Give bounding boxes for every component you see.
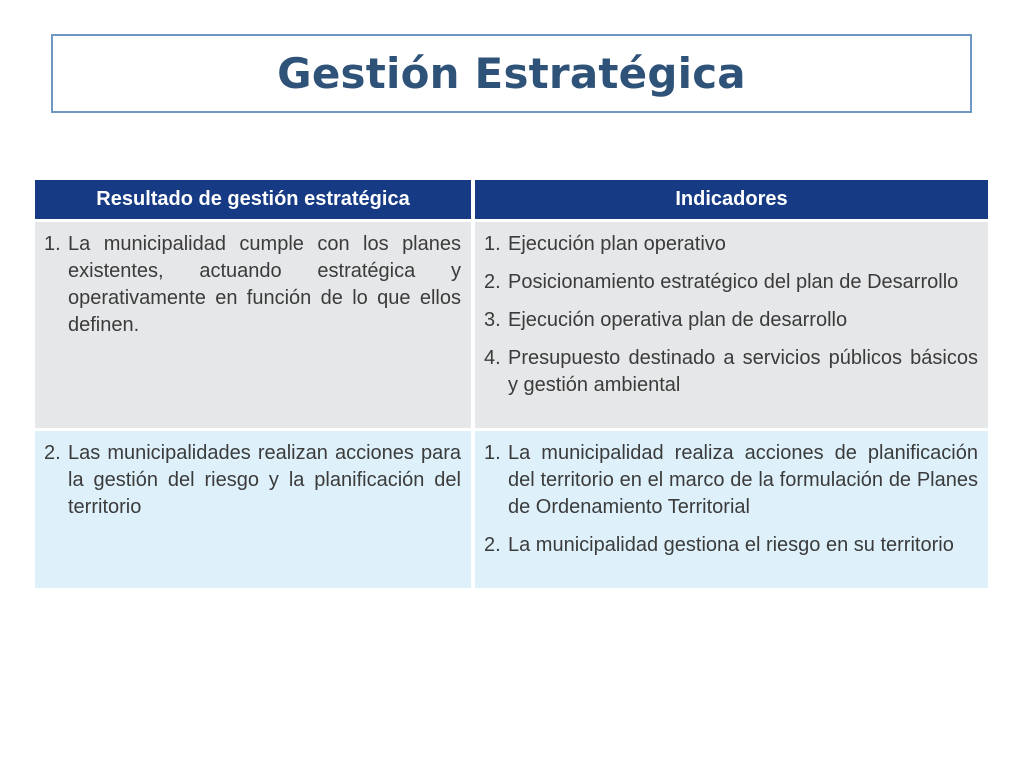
slide-title: Gestión Estratégica [277,49,746,98]
indicator-number: 1. [484,442,501,464]
result-text: La municipalidad cumple con los planes existentes, actuando estratégica y operativamente en función de lo que ellos definen. [68,233,461,336]
indicator-number: 4. [484,347,501,369]
result-text: Las municipalidades realizan acciones para la gestión del riesgo y la planificación del territorio [68,442,461,518]
indicator-number: 2. [484,534,501,556]
indicator-item [484,231,978,258]
indicator-text: Ejecución operativa plan de desarrollo [508,309,848,331]
result-number: 2. [44,442,61,464]
result-number: 1. [44,233,61,255]
strategy-table [35,180,988,588]
title-box [51,34,972,113]
result-cell [35,431,471,588]
table-header-row [35,180,988,219]
indicator-item [484,440,978,521]
indicator-text: La municipalidad realiza acciones de planificación del territorio en el marco de la formulación de Planes de Ordenamiento Territorial [508,442,978,518]
table-row [35,222,988,428]
table-row [35,431,988,588]
indicator-item [484,532,978,559]
indicators-cell [475,431,988,588]
result-item [44,440,461,521]
header-indicators: Indicadores [475,180,988,219]
indicator-number: 2. [484,271,501,293]
indicator-text: Posicionamiento estratégico del plan de Desarrollo [508,271,959,293]
indicator-text: Ejecución plan operativo [508,233,726,255]
indicators-cell [475,222,988,428]
indicator-number: 1. [484,233,501,255]
indicator-text: Presupuesto destinado a servicios públicos básicos y gestión ambiental [508,347,978,396]
indicator-item [484,269,978,296]
indicator-text: La municipalidad gestiona el riesgo en su territorio [508,534,954,556]
indicator-item [484,307,978,334]
header-results: Resultado de gestión estratégica [35,180,471,219]
indicator-item [484,345,978,399]
result-cell [35,222,471,428]
result-item [44,231,461,339]
indicator-number: 3. [484,309,501,331]
